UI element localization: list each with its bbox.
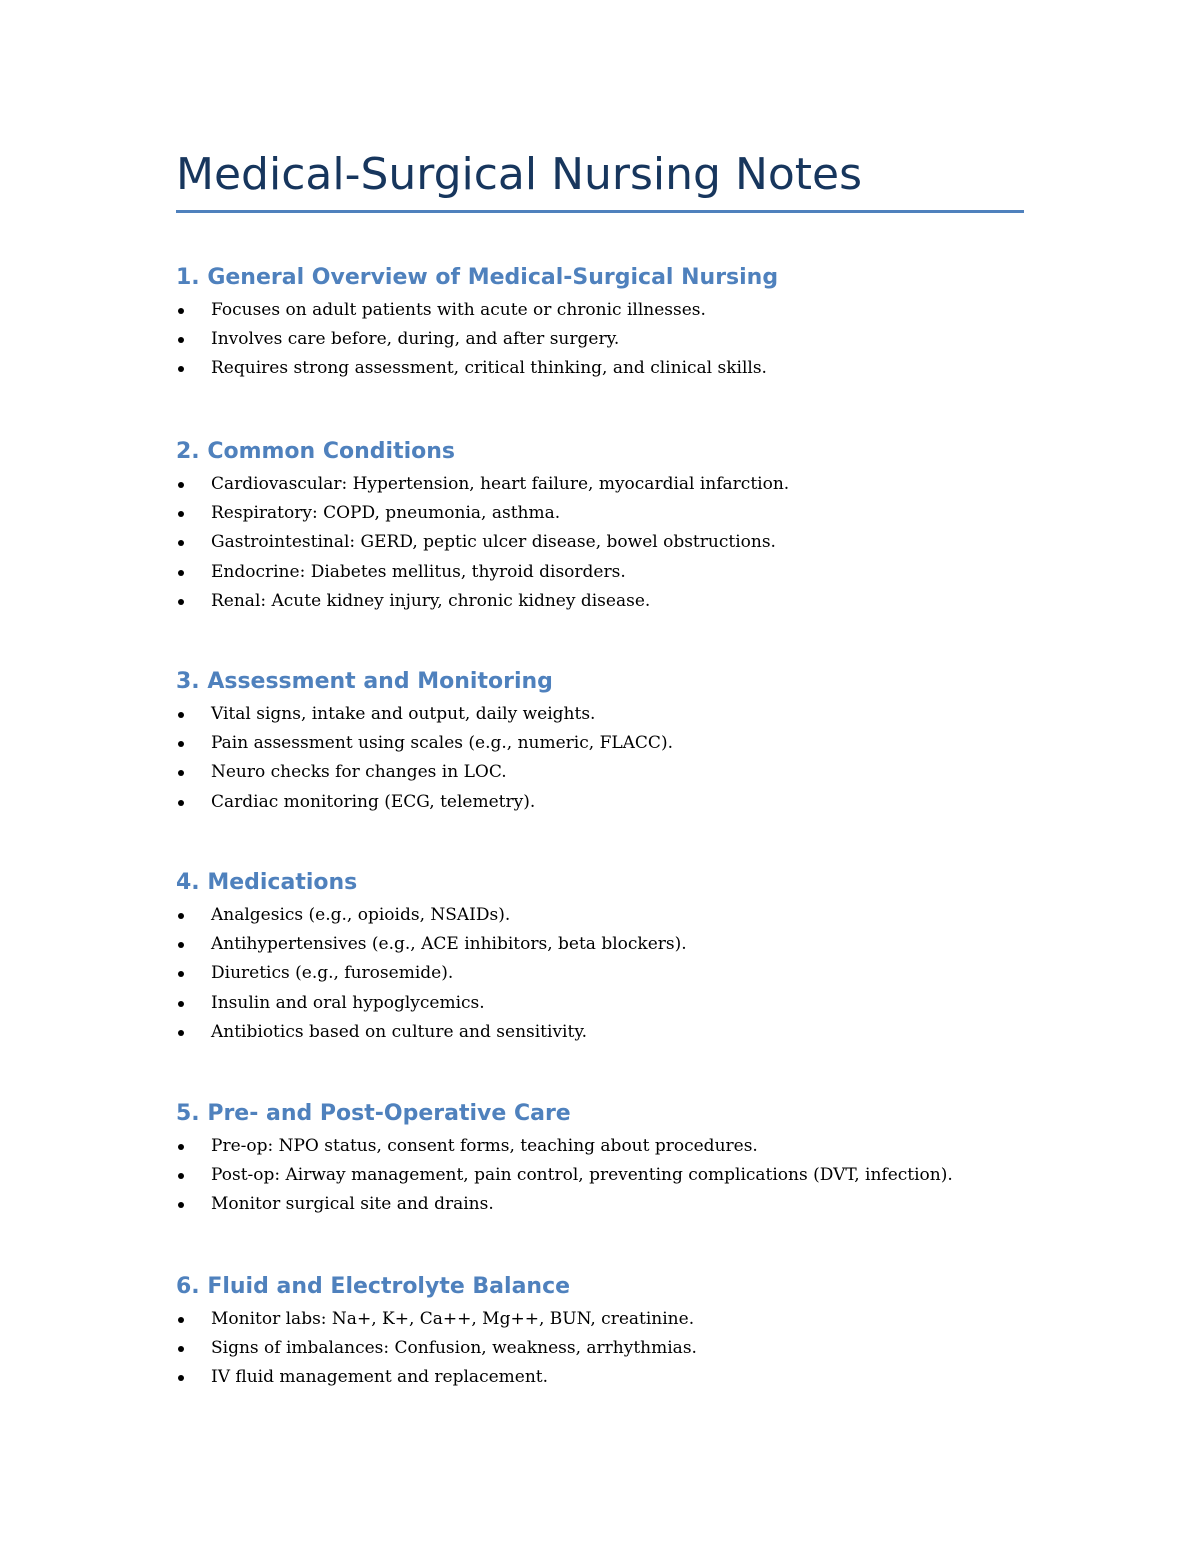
list-item-text: Endocrine: Diabetes mellitus, thyroid disorders. xyxy=(211,561,626,582)
list-item xyxy=(176,499,1024,528)
list-item xyxy=(176,1161,1024,1190)
list-item xyxy=(176,1363,1024,1392)
section-heading: 1. General Overview of Medical-Surgical Nursing xyxy=(176,265,779,290)
list-item-text: Requires strong assessment, critical thinking, and clinical skills. xyxy=(211,358,767,379)
bullet-icon xyxy=(178,1375,184,1381)
bullet-icon xyxy=(178,599,184,605)
list-item xyxy=(176,930,1024,959)
bullet-list xyxy=(176,1132,1024,1220)
list-item-text: Focuses on adult patients with acute or chronic illnesses. xyxy=(211,300,706,320)
list-item-text: Cardiovascular: Hypertension, heart failure, myocardial infarction. xyxy=(211,474,790,494)
list-item xyxy=(176,1190,1024,1219)
list-item-text: Respiratory: COPD, pneumonia, asthma. xyxy=(211,503,561,524)
list-item-text: Signs of imbalances: Confusion, weakness, arrhythmias. xyxy=(211,1338,697,1359)
list-item-text: IV fluid management and replacement. xyxy=(211,1367,549,1388)
list-item-text: Involves care before, during, and after surgery. xyxy=(211,329,620,350)
list-item xyxy=(176,901,1024,930)
section-heading: 2. Common Conditions xyxy=(176,439,456,464)
bullet-icon xyxy=(178,741,184,747)
list-item xyxy=(176,729,1024,758)
list-item-text: Renal: Acute kidney injury, chronic kidney disease. xyxy=(211,590,651,611)
section-heading: 5. Pre- and Post-Operative Care xyxy=(176,1101,571,1126)
list-item-text: Antibiotics based on culture and sensitivity. xyxy=(211,1021,588,1042)
bullet-icon xyxy=(178,1202,184,1208)
bullet-icon xyxy=(178,1030,184,1036)
list-item xyxy=(176,470,1024,499)
list-item-text: Insulin and oral hypoglycemics. xyxy=(211,992,485,1013)
bullet-icon xyxy=(178,971,184,977)
section-3 xyxy=(176,667,1024,817)
bullet-icon xyxy=(178,913,184,919)
bullet-icon xyxy=(178,511,184,517)
list-item-text: Neuro checks for changes in LOC. xyxy=(211,762,507,783)
bullet-icon xyxy=(178,1001,184,1007)
list-item-text: Pain assessment using scales (e.g., numeric, FLACC). xyxy=(211,733,673,754)
list-item xyxy=(176,558,1024,587)
list-item xyxy=(176,758,1024,787)
list-item xyxy=(176,296,1024,325)
list-item xyxy=(176,354,1024,383)
document-title: Medical-Surgical Nursing Notes xyxy=(176,149,863,200)
bullet-icon xyxy=(178,942,184,948)
list-item-text: Vital signs, intake and output, daily weights. xyxy=(211,704,596,724)
list-item xyxy=(176,1132,1024,1161)
bullet-list xyxy=(176,1305,1024,1393)
bullet-icon xyxy=(178,1144,184,1150)
list-item-text: Cardiac monitoring (ECG, telemetry). xyxy=(211,791,536,812)
list-item xyxy=(176,1018,1024,1047)
bullet-icon xyxy=(178,308,184,314)
list-item-text: Monitor surgical site and drains. xyxy=(211,1194,494,1215)
list-item xyxy=(176,528,1024,557)
list-item-text: Monitor labs: Na+, K+, Ca++, Mg++, BUN, creatinine. xyxy=(211,1309,695,1329)
section-heading: 6. Fluid and Electrolyte Balance xyxy=(176,1274,571,1299)
bullet-icon xyxy=(178,770,184,776)
list-item-text: Pre-op: NPO status, consent forms, teaching about procedures. xyxy=(211,1136,758,1156)
list-item-text: Post-op: Airway management, pain control, preventing complications (DVT, infection). xyxy=(211,1165,953,1186)
bullet-list xyxy=(176,901,1024,1047)
bullet-icon xyxy=(178,1317,184,1323)
bullet-icon xyxy=(178,482,184,488)
bullet-icon xyxy=(178,1346,184,1352)
list-item xyxy=(176,587,1024,616)
section-4 xyxy=(176,868,1024,1047)
bullet-icon xyxy=(178,337,184,343)
bullet-icon xyxy=(178,540,184,546)
list-item xyxy=(176,989,1024,1018)
list-item xyxy=(176,788,1024,817)
bullet-list xyxy=(176,700,1024,817)
bullet-icon xyxy=(178,570,184,576)
list-item-text: Diuretics (e.g., furosemide). xyxy=(211,963,454,984)
section-5 xyxy=(176,1099,1024,1220)
list-item-text: Gastrointestinal: GERD, peptic ulcer disease, bowel obstructions. xyxy=(211,532,776,553)
section-heading: 3. Assessment and Monitoring xyxy=(176,669,553,694)
title-underline xyxy=(176,210,1024,213)
bullet-icon xyxy=(178,712,184,718)
list-item xyxy=(176,1334,1024,1363)
list-item-text: Analgesics (e.g., opioids, NSAIDs). xyxy=(211,905,511,925)
section-2 xyxy=(176,437,1024,616)
list-item xyxy=(176,700,1024,729)
list-item xyxy=(176,959,1024,988)
list-item-text: Antihypertensives (e.g., ACE inhibitors, beta blockers). xyxy=(211,934,687,955)
section-6 xyxy=(176,1272,1024,1393)
bullet-icon xyxy=(178,366,184,372)
section-1 xyxy=(176,263,1024,384)
list-item xyxy=(176,1305,1024,1334)
bullet-icon xyxy=(178,1173,184,1179)
section-heading: 4. Medications xyxy=(176,870,358,895)
bullet-list xyxy=(176,470,1024,616)
bullet-list xyxy=(176,296,1024,384)
bullet-icon xyxy=(178,800,184,806)
list-item xyxy=(176,325,1024,354)
